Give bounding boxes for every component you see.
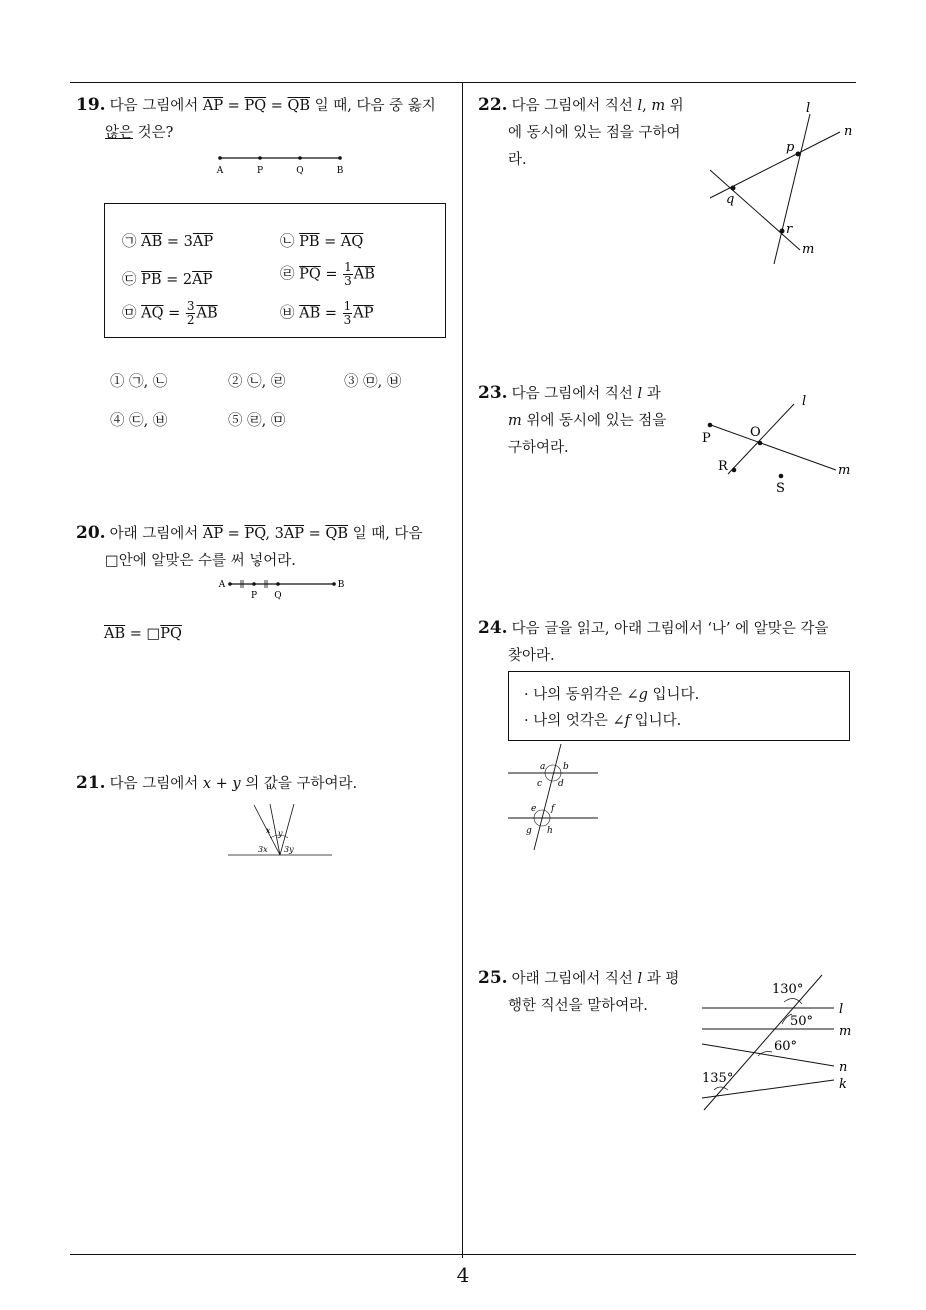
question-number: 21. <box>76 773 106 793</box>
q21-angle-figure <box>226 802 336 862</box>
q23-line-figure <box>690 388 860 498</box>
q20-segment-figure <box>216 576 346 604</box>
svg-text:y: y <box>278 829 283 838</box>
column-divider <box>462 82 463 1258</box>
svg-text:d: d <box>558 779 564 789</box>
q19-item-4: ㉣ $\overline{PQ}$ = $\frac{1}{3}$ $\overline{AB}$ <box>280 260 375 288</box>
page-number: 4 <box>456 1263 470 1287</box>
svg-text:l: l <box>839 1002 844 1017</box>
label-P: P <box>256 166 264 176</box>
question-number: 23. <box>478 383 508 403</box>
question-22: 22. 다음 그림에서 직선 l, m 위 에 동시에 있는 점을 구하여 라. <box>478 95 684 168</box>
q19-answer-4[interactable]: ④ ㉢, ㉥ <box>110 413 168 429</box>
label-P: P <box>250 591 258 601</box>
svg-text:135°: 135° <box>702 1071 734 1086</box>
question-24: 24. 다음 글을 읽고, 아래 그림에서 ‘나’ 에 알맞은 각을 찾아라. <box>478 618 829 664</box>
svg-text:l: l <box>806 101 811 116</box>
question-21: 21. 다음 그림에서 x + y 의 값을 구하여라. <box>76 773 358 793</box>
q22-line-figure <box>700 100 860 270</box>
question-25: 25. 아래 그림에서 직선 l 과 평 행한 직선을 말하여라. <box>478 968 680 1014</box>
label-B: B <box>337 580 345 590</box>
question-number: 20. <box>76 523 106 543</box>
q20-answer-expression: $\overline{AB}$ = $□\overline{PQ}$ <box>104 626 182 642</box>
q24-hint-1: · 나의 동위각은 ∠g 입니다. <box>524 687 700 703</box>
question-19: 19. 다음 그림에서 $\overline{AP} = \overline{PQ} = \overline{QB}$ 일 때, 다음 중 옳지 않은 것은? <box>76 95 436 141</box>
q19-answer-2[interactable]: ② ㉡, ㉣ <box>228 374 286 390</box>
q19-item-1: ㉠ $\overline{AB} = 3\overline{AP}$ <box>122 234 214 250</box>
svg-text:50°: 50° <box>790 1014 814 1029</box>
label-A: A <box>216 166 224 176</box>
svg-text:O: O <box>750 425 761 440</box>
svg-text:k: k <box>839 1077 847 1092</box>
top-rule <box>70 82 856 83</box>
svg-text:l: l <box>802 394 807 409</box>
question-number: 22. <box>478 95 508 115</box>
bottom-rule <box>70 1254 856 1255</box>
label-B: B <box>336 166 344 176</box>
q19-answer-3[interactable]: ③ ㉤, ㉥ <box>344 374 402 390</box>
svg-text:a: a <box>540 762 546 772</box>
label-Q: Q <box>296 166 304 176</box>
svg-text:x: x <box>266 826 271 835</box>
question-20: 20. 아래 그림에서 $\overline{AP} = \overline{PQ}$, $3\overline{AP} = \overline{QB}$ 일 때, 다음 □안에 알맞은 수를 써 넣어라. <box>76 523 423 569</box>
q25-parallel-figure <box>700 972 860 1120</box>
svg-text:n: n <box>839 1060 848 1075</box>
svg-text:r: r <box>786 222 793 237</box>
svg-text:e: e <box>531 804 537 814</box>
q19-answer-5[interactable]: ⑤ ㉣, ㉤ <box>228 413 286 429</box>
q24-hint-2: · 나의 엇각은 ∠f 입니다. <box>524 713 682 729</box>
svg-text:p: p <box>786 140 795 155</box>
q19-item-5: ㉤ $\overline{AQ}$ = $\frac{3}{2}$ $\overline{AB}$ <box>122 299 218 327</box>
question-number: 19. <box>76 95 106 115</box>
svg-text:P: P <box>702 431 711 446</box>
svg-text:S: S <box>776 481 785 496</box>
svg-text:3y: 3y <box>284 845 294 854</box>
label-A: A <box>218 580 226 590</box>
svg-text:R: R <box>718 459 728 474</box>
question-number: 24. <box>478 618 508 638</box>
label-Q: Q <box>274 591 282 601</box>
svg-text:m: m <box>802 242 815 257</box>
question-23: 23. 다음 그림에서 직선 l 과 m 위에 동시에 있는 점을 구하여라. <box>478 383 667 456</box>
svg-text:3x: 3x <box>258 845 268 854</box>
svg-text:130°: 130° <box>772 982 804 997</box>
svg-text:60°: 60° <box>774 1039 798 1054</box>
svg-text:b: b <box>563 762 569 772</box>
q19-segment-figure <box>210 150 350 180</box>
svg-text:c: c <box>537 779 543 789</box>
svg-text:g: g <box>526 826 532 836</box>
svg-text:h: h <box>547 826 553 836</box>
svg-text:m: m <box>839 1024 852 1039</box>
question-number: 25. <box>478 968 508 988</box>
q19-item-3: ㉢ $\overline{PB} = 2\overline{AP}$ <box>122 272 213 288</box>
svg-text:q: q <box>726 192 735 207</box>
q19-item-6: ㉥ $\overline{AB}$ = $\frac{1}{3}$ $\overline{AP}$ <box>280 299 374 327</box>
q19-item-2: ㉡ $\overline{PB} = \overline{AQ}$ <box>280 234 364 250</box>
q24-transversal-figure <box>506 742 606 854</box>
q19-answer-1[interactable]: ① ㉠, ㉡ <box>110 374 168 390</box>
svg-text:n: n <box>844 124 853 139</box>
svg-text:m: m <box>838 463 851 478</box>
svg-text:f: f <box>551 804 555 814</box>
q24-hint-box <box>508 671 850 741</box>
